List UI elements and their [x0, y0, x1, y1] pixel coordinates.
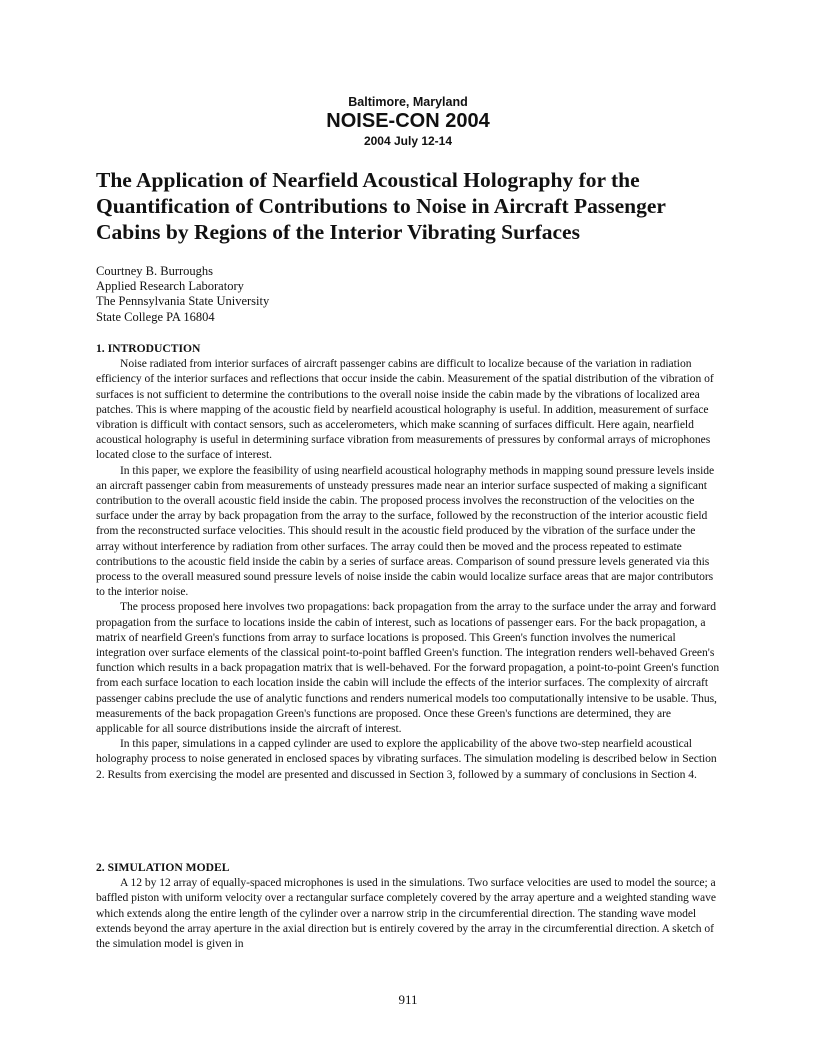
author-name: Courtney B. Burroughs: [96, 264, 214, 278]
section-simulation-model: [96, 860, 720, 951]
author-block: [96, 264, 720, 325]
page-number: 911: [398, 992, 418, 1007]
section-introduction: [96, 341, 720, 782]
paper-title: The Application of Nearfield Acoustical Holography for the Quantification of Contributions to Noise in Aircraft Passenger Cabins by Regions of the Interior Vibrating Surfaces: [96, 168, 666, 244]
author-university: The Pennsylvania State University: [96, 294, 270, 309]
conference-location: Baltimore, Maryland: [348, 95, 468, 109]
paragraph: Noise radiated from interior surfaces of aircraft passenger cabins are difficult to localize because of the variation in radiation efficiency of the interior surfaces and reflections that occur inside the cabin. Measurement of the spatial distribution of the vibration of surfaces is not sufficient to determine the contributions to the overall noise inside the cabin made by the vibrations of localized area patches. This is where mapping of the acoustic field by nearfield acoustical holography is useful. In addition, measurement of surface vibration is difficult with contact sensors, such as accelerometers, which make scanning of surfaces difficult. Here again, nearfield acoustical holography is useful in determining surface vibration from measurements of pressures by conformal arrays of microphones located close to the surface of interest.: [96, 357, 714, 462]
author-affiliation: Applied Research Laboratory: [96, 279, 244, 294]
paper-page: [96, 0, 720, 1056]
paragraph: In this paper, we explore the feasibility of using nearfield acoustical holography methods in mapping sound pressure levels inside an aircraft passenger cabin from measurements of unsteady pressures made near an interior surface suspected of making a significant contribution to the overall acoustic field inside the cabin. The proposed process involves the reconstruction of the velocities on the surface under the array by back propagation from the array to the surface, followed by the reconstruction of the interior acoustic field from the reconstructed surface velocities. This should result in the acoustic field produced by the vibration of the surface under the array without interference by radiation from other surfaces. The array could then be moved and the process repeated to estimate contributions to the acoustic field inside the cabin by a series of surface areas. Comparison of sound pressure levels generated via this process to the overall measured sound pressure levels of noise inside the cabin would localize surface areas that are major contributors to the interior noise.: [96, 463, 715, 599]
paragraph: In this paper, simulations in a capped cylinder are used to explore the applicability of the above two-step nearfield acoustical holography process to noise generated in enclosed spaces by vibrating surfaces. The simulation modeling is described below in Section 2. Results from exercising the model are presented and discussed in Section 3, followed by a summary of conclusions in Section 4.: [96, 737, 717, 781]
conference-name: NOISE-CON 2004: [326, 110, 490, 132]
paragraph: The process proposed here involves two propagations: back propagation from the array to the surface under the array and forward propagation from the surface to locations inside the cabin of interest, such as locations of passenger ears. For the back propagation, a matrix of nearfield Green's functions from array to surface locations is proposed. This Green's function involves the numerical integration over surface elements of the classical point-to-point baffled Green's function. The integration renders well-behaved Green's function which results in a back propagation matrix that is well-behaved. For the forward propagation, a point-to-point Green's function from each surface location to each location inside the cabin will include the effects of the interior surfaces. The complexity of aircraft passenger cabins preclude the use of analytic functions and renders numerical models too computationally intensive to be usable. Thus, measurements of the back propagation Green's functions are proposed. Once these Green's functions are determined, they are applicable for all source distributions inside the aircraft of interest.: [96, 600, 720, 736]
conference-dates: 2004 July 12-14: [363, 134, 453, 148]
section-heading: 1. INTRODUCTION: [96, 342, 201, 355]
section-heading: 2. SIMULATION MODEL: [96, 861, 230, 874]
author-address: State College PA 16804: [96, 309, 215, 324]
paragraph: A 12 by 12 array of equally-spaced microphones is used in the simulations. Two surface velocities are used to model the source; a baffled piston with uniform velocity over a rectangular surface completely covered by the array aperture and a weighted standing wave which extends along the entire length of the cylinder over a narrow strip in the circumferential direction. The standing wave model extends beyond the array aperture in the axial direction but is entirely covered by the array in the circumferential direction. A sketch of the simulation model is given in: [96, 876, 716, 951]
